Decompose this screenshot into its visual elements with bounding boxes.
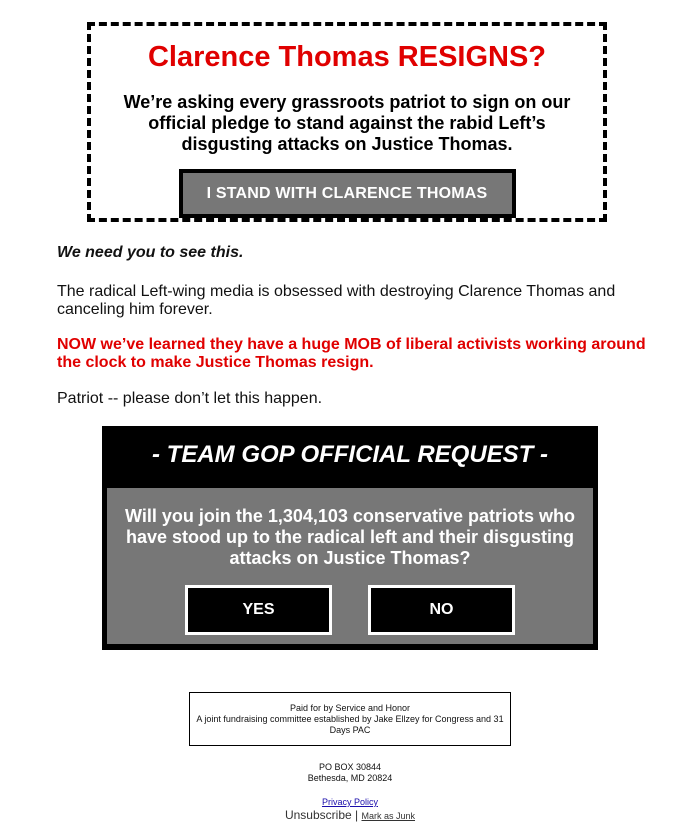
request-header: - TEAM GOP OFFICIAL REQUEST - xyxy=(152,441,548,468)
paid-by-text: Paid for by Service and Honor xyxy=(289,703,411,713)
committee-text: A joint fundraising committee established by Jake Ellzey for Congress and 31 Days PAC xyxy=(196,714,504,735)
address-line-2: Bethesda, MD 20824 xyxy=(307,773,393,783)
request-body xyxy=(107,488,593,644)
hero-title: Clarence Thomas RESIGNS? xyxy=(147,41,547,73)
patriot-paragraph: Patriot -- please don’t let this happen. xyxy=(57,390,323,407)
stand-with-clarence-button[interactable]: I STAND WITH CLARENCE THOMAS xyxy=(179,169,516,218)
mailing-address xyxy=(0,762,700,784)
official-request-panel xyxy=(102,426,598,650)
request-question: Will you join the 1,304,103 conservative patriots who have stood up to the radical left and their disgusting attacks on Justice Thomas? xyxy=(125,506,575,568)
no-button[interactable]: NO xyxy=(368,585,515,635)
choice-row xyxy=(107,585,593,635)
mark-as-junk-link[interactable]: Mark as Junk xyxy=(361,811,416,821)
privacy-policy-link[interactable]: Privacy Policy xyxy=(321,797,378,807)
alert-paragraph: NOW we’ve learned they have a huge MOB of liberal activists working around the clock to make Justice Thomas resign. xyxy=(57,336,646,371)
hero-box xyxy=(87,22,607,222)
hero-pledge-text: We’re asking every grassroots patriot to sign on our official pledge to stand against the rabid Left’s disgusting attacks on Justice Thomas. xyxy=(123,92,571,154)
yes-button[interactable]: YES xyxy=(185,585,332,635)
paid-for-box xyxy=(189,692,511,746)
intro-text: We need you to see this. xyxy=(57,244,244,261)
unsubscribe-link[interactable]: Unsubscribe xyxy=(284,808,352,822)
footer-links xyxy=(0,796,700,823)
body-paragraph: The radical Left-wing media is obsessed with destroying Clarence Thomas and canceling him forever. xyxy=(57,283,616,318)
link-separator: | xyxy=(355,808,359,822)
address-line-1: PO BOX 30844 xyxy=(318,762,382,772)
